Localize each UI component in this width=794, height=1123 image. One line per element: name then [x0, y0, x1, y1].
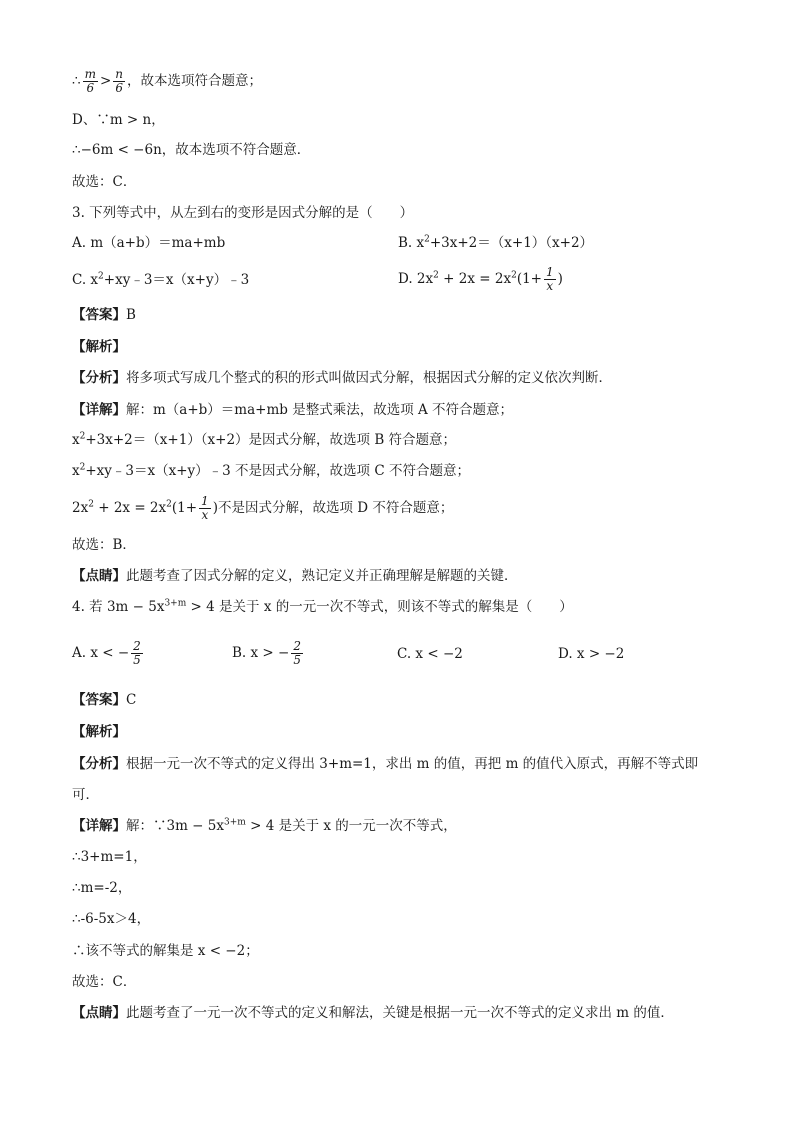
fraction-m-over-6: $\frac{m}{6}$ — [84, 67, 96, 95]
fraction-2-over-5: $\frac{2}{5}$ — [133, 639, 141, 667]
q4-xiangjie-1: 【详解】解：∵3m − $5x^{3+m} > 4$ 是关于 x 的一元一次不等式， — [72, 817, 457, 834]
q3-xiangjie-4: $2x^2 + 2x = 2x^2(1+$ $\frac{1}{x}$ )不是因式分解，故选项 D 不符合题意； — [72, 494, 454, 522]
q3-analysis-heading: 【解析】 — [72, 339, 126, 355]
q3-dianjing: 【点睛】此题考查了因式分解的定义，熟记定义并正确理解是解题的关键． — [72, 568, 518, 584]
q3-stem: 3. 下列等式中，从左到右的变形是因式分解的是（ ） — [72, 205, 414, 221]
q4-fenxi-2: 可． — [72, 787, 99, 803]
q4-option-d: D. x > −2 — [558, 646, 625, 662]
q3-option-c: C. $x^2+xy﹣3=x(x+y)﹣3$ — [72, 271, 250, 288]
q3-option-d: D. $2x^2 + 2x = 2x^2(1+$ $\frac{1}{x}$ ) — [398, 265, 563, 293]
q4-dianjing: 【点睛】此题考查了一元一次不等式的定义和解法，关键是根据一元一次不等式的定义求出 m 的值． — [72, 1005, 674, 1021]
line-option-d-result: ∴−6m < −6n，故本选项不符合题意． — [72, 142, 311, 158]
q4-answer: 【答案】C — [72, 692, 137, 708]
q3-xiangjie-2: $x^2+3x+2=(x+1)(x+2)$是因式分解，故选项 B 符合题意； — [72, 431, 457, 448]
q4-xiangjie-4: ∴-6-5x＞4， — [72, 911, 151, 927]
q4-fenxi-1: 【分析】根据一元一次不等式的定义得出 3+m=1，求出 m 的值，再把 m 的值代入原式，再解不等式即 — [72, 756, 699, 772]
line-select-c: 故选：C． — [72, 174, 137, 190]
q3-option-a: A. m（a+b）＝ma+mb — [72, 235, 226, 251]
q4-option-b: B. x > − $\frac{2}{5}$ — [232, 639, 301, 667]
q3-select: 故选：B． — [72, 537, 136, 553]
q4-option-c: C. x < −2 — [397, 646, 463, 662]
q3-fenxi: 【分析】将多项式写成几个整式的积的形式叫做因式分解，根据因式分解的定义依次判断． — [72, 370, 612, 386]
q4-analysis-heading: 【解析】 — [72, 724, 126, 740]
q4-stem: 4. 若 $3m - 5x^{3+m} > 4$ 是关于 x 的一元一次不等式，则该不等式的解集是（ ） — [72, 598, 573, 615]
q4-xiangjie-5: ∴该不等式的解集是 x < −2； — [72, 943, 259, 959]
line-option-d: D、∵m > n， — [72, 112, 165, 128]
q4-xiangjie-2: ∴3+m=1， — [72, 849, 147, 865]
q4-option-a: A. x < − $\frac{2}{5}$ — [72, 639, 141, 667]
fraction-1-over-x-2: $\frac{1}{x}$ — [201, 494, 209, 522]
q3-xiangjie-3: $x^2+xy﹣3=x(x+y)﹣3$ 不是因式分解，故选项 C 不符合题意； — [72, 462, 470, 479]
q3-answer: 【答案】B — [72, 307, 136, 323]
q4-xiangjie-3: ∴m=-2， — [72, 880, 132, 896]
fraction-n-over-6: $\frac{n}{6}$ — [115, 67, 124, 95]
q4-select: 故选：C． — [72, 974, 137, 990]
fraction-1-over-x: $\frac{1}{x}$ — [545, 265, 554, 293]
q3-xiangjie-1: 【详解】解：m（a+b）＝ma+mb 是整式乘法，故选项 A 不符合题意； — [72, 402, 514, 418]
fraction-2-over-5-b: $\frac{2}{5}$ — [293, 639, 301, 667]
q3-option-b: B. $x^2+3x+2=(x+1)(x+2)$ — [398, 234, 594, 251]
line-conclusion-c: ∴ $\frac{m}{6}$ > $\frac{n}{6}$ ，故本选项符合题意； — [72, 67, 263, 95]
